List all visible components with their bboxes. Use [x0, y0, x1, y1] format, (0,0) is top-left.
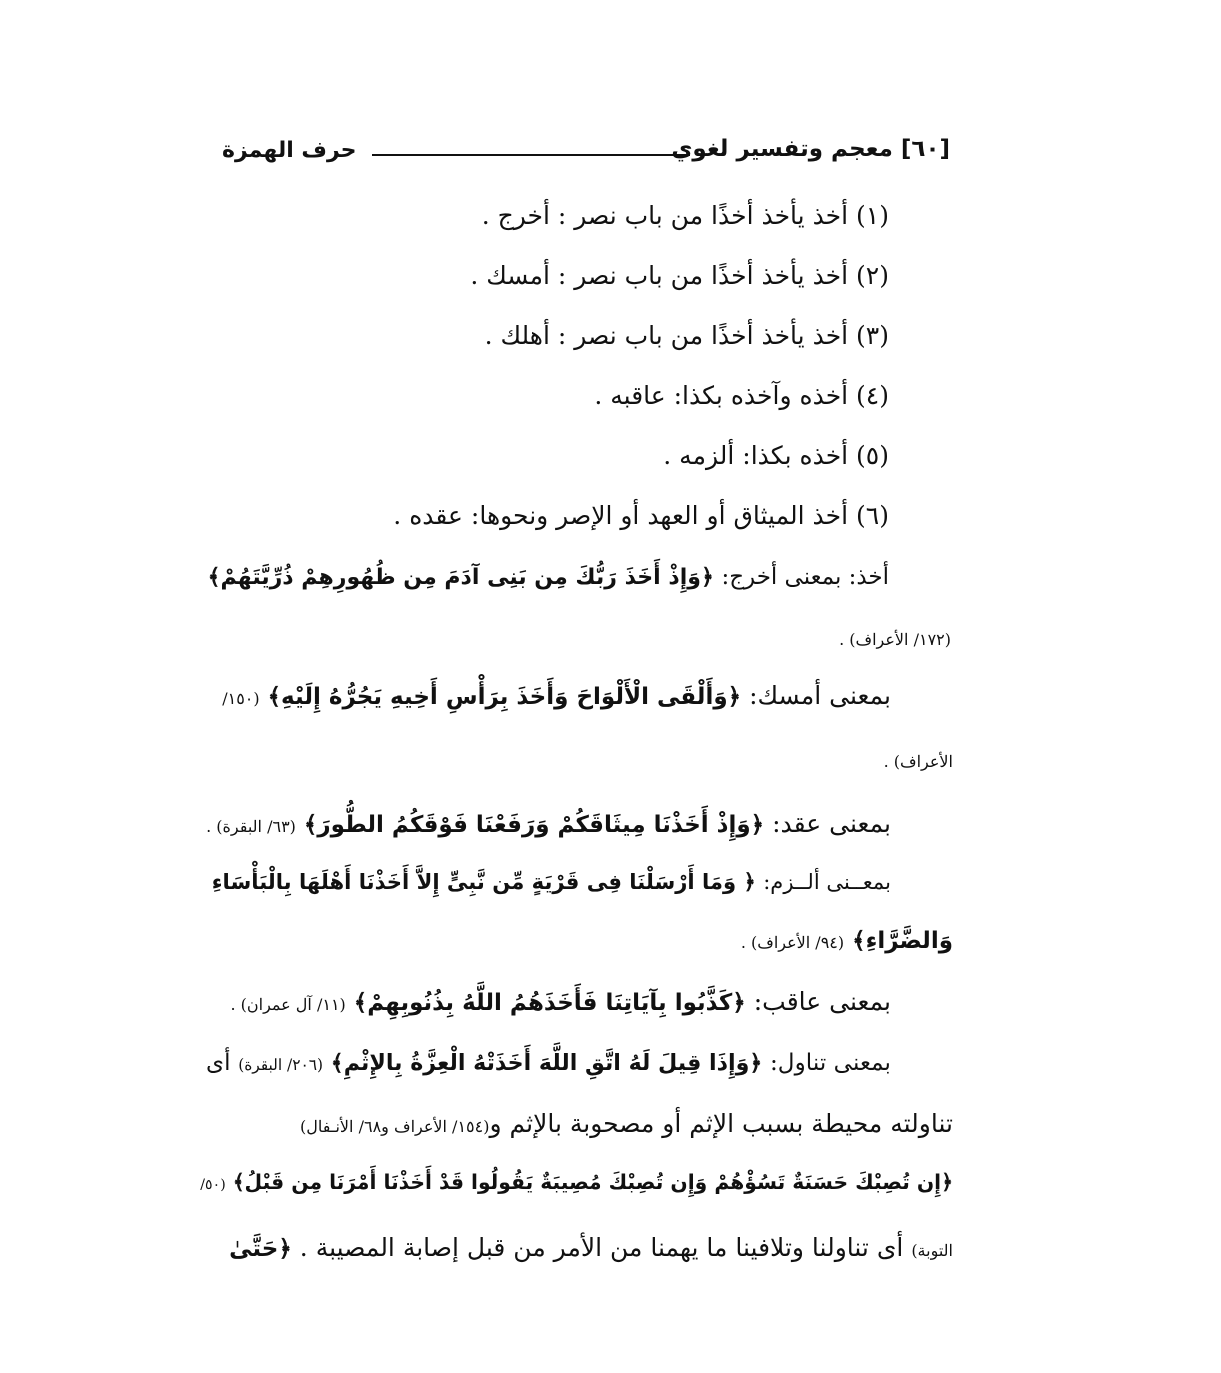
example-amsak [222, 678, 891, 717]
example-label: بمعنى أمسك: [749, 681, 891, 710]
verse-reference-continued: التوبة) [911, 1241, 953, 1260]
definition-3: (٣) أخذ يأخذ أخذًا من باب نصر : أهلك . [484, 321, 889, 350]
quran-verse: ﴿ وَمَا أَرْسَلْنَا فِى قَرْيَةٍ مِّن نَّبِىٍّ إِلاَّ أَخَذْنَا أَهْلَهَا بِالْبَأْسَاءِ [211, 869, 756, 894]
verse-reference: (١٥٠/ [222, 689, 260, 708]
verse-reference-continued: الأعراف) . [883, 752, 953, 771]
book-title: معجم وتفسير لغوي [671, 136, 893, 162]
definition-1: (١) أخذ يأخذ أخذًا من باب نصر : أخرج . [481, 201, 889, 230]
quran-verse: ﴿وَإِذَا قِيلَ لَهُ اتَّقِ اللَّهَ أَخَذَتْهُ الْعِزَّةُ بِالإِثْمِ﴾ [330, 1050, 763, 1076]
explanation-line-tawba [229, 1230, 953, 1269]
example-label: بمعنى عاقب: [753, 987, 891, 1016]
example-aqd [206, 806, 891, 845]
quran-verse: ﴿كَذَّبُوا بِآيَاتِنَا فَأَخَذَهُمُ اللَّهُ بِذُنُوبِهِمْ﴾ [353, 990, 746, 1016]
verse-reference: (١٧٢/ الأعراف) . [839, 630, 951, 649]
explanation-text: تناولته محيطة بسبب الإثم أو مصحوبة بالإثم و [489, 1109, 953, 1138]
verse-line-tawba [200, 1164, 953, 1203]
page-number: [٦٠] [900, 136, 950, 162]
example-alzam-continued [741, 922, 953, 961]
verse-reference: (٩٤/ الأعراف) . [740, 933, 845, 952]
example-aqab [230, 984, 891, 1023]
quran-verse: ﴿وَإِذْ أَخَذْنَا مِيثَاقَكُمْ وَرَفَعْنَا فَوْقَكُمُ الطُّورَ﴾ [303, 812, 765, 838]
section-title: حرف الهمزة [222, 138, 357, 163]
example-akhraj [208, 558, 889, 596]
definition-4: (٤) أخذه وآخذه بكذا: عاقبه . [594, 381, 889, 410]
verse-reference: (٦٣/ البقرة) . [206, 817, 296, 836]
quran-verse-continued: وَالضَّرَّاءِ﴾ [852, 928, 953, 954]
definition-5: (٥) أخذه بكذا: ألزمه . [663, 441, 889, 470]
definition-2: (٢) أخذ يأخذ أخذًا من باب نصر : أمسك . [470, 261, 889, 290]
example-label: بمعنى تناول: [769, 1049, 891, 1076]
quran-verse: ﴿إِن تُصِبْكَ حَسَنَةٌ تَسُؤْهُمْ وَإِن تُصِبْكَ مُصِيبَةٌ يَقُولُوا قَدْ أَخَذْنَا أَمْرَنَا مِن قَبْلُ﴾ [232, 1170, 953, 1194]
quran-verse-next: ﴿حَتَّىٰ [229, 1236, 292, 1262]
definition-6: (٦) أخذ الميثاق أو العهد أو الإصر ونحوها: عقده . [393, 501, 889, 530]
explanation-line [300, 1106, 953, 1145]
quran-verse: ﴿وَإِذْ أَخَذَ رَبُّكَ مِن بَنِى آدَمَ مِن ظُهُورِهِمْ ذُرِّيَّتَهُمْ﴾ [207, 565, 714, 590]
example-label: أخذ: بمعنى أخرج: [721, 564, 889, 590]
example-tanawal [206, 1044, 891, 1083]
explanation-text: أى تناولنا وتلافينا ما يهمنا من الأمر من قبل إصابة المصيبة . [299, 1233, 904, 1262]
example-label: بمعــنى ألــزم: [763, 869, 891, 894]
verse-reference: (٢٠٦/ البقرة) [238, 1056, 324, 1074]
example-alzam [212, 864, 891, 900]
example-label: بمعنى عقد: [772, 809, 891, 838]
verse-reference: (٥٠/ [200, 1177, 226, 1193]
page-header [222, 132, 960, 174]
verse-reference: (١١/ آل عمران) . [230, 995, 346, 1014]
explanation-tail: أى [205, 1049, 231, 1076]
verse-reference: (١٥٤/ الأعراف و٦٨/ الأنـفال) [299, 1117, 490, 1136]
header-rule [372, 154, 690, 156]
book-title-group [671, 136, 950, 162]
quran-verse: ﴿وَأَلْقَى الْأَلْوَاحَ وَأَخَذَ بِرَأْسِ أَخِيهِ يَجُرُّهُ إِلَيْهِ﴾ [267, 684, 742, 710]
